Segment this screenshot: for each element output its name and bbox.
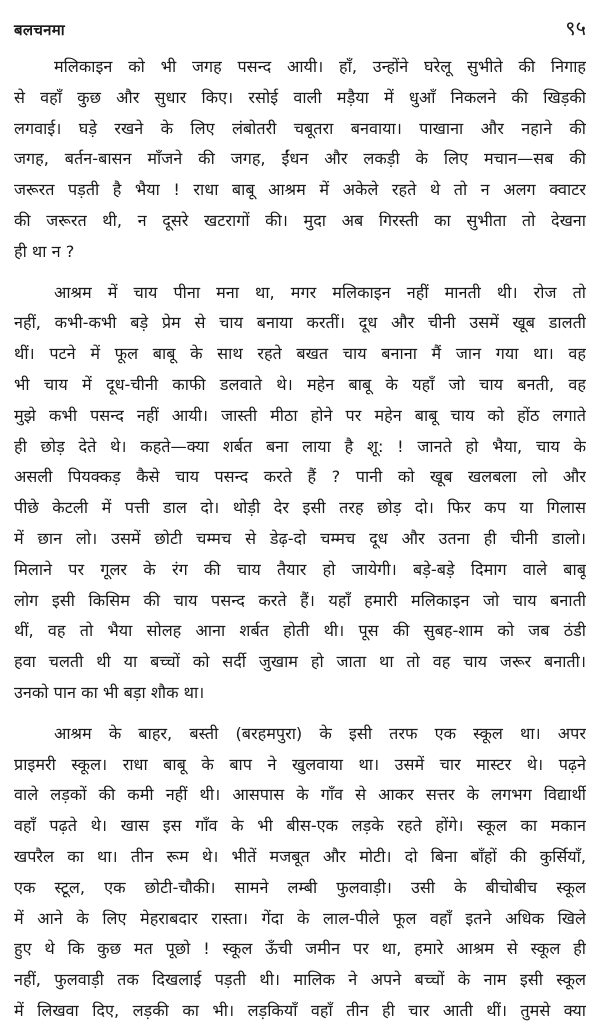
text-line: में लिखवा दिए, लड़की का भी। लड़कियाँ वहाँ तीन ही चार आती थीं। तुमसे क्या	[14, 1000, 586, 1020]
text-line: पीछे केटली में पत्ती डाल दो। थोड़ी देर इसी तरह छोड़ दो। फिर कप या गिलास	[14, 498, 586, 518]
text-line: में आने के लिए मेहराबदार रास्ता। गेंदा के लाल-पीले फूल वहाँ इतने अधिक खिले	[14, 908, 586, 928]
text-line: लगवाई। घड़े रखने के लिए लंबोतरी चबूतरा बनवाया। पाखाना और नहाने की	[14, 118, 586, 138]
text-line: वाले लड़कों की कमी नहीं थी। आसपास के गाँव से आकर सत्तर के लगभग विद्यार्थी	[14, 785, 586, 805]
text-line: असली पियक्कड़ कैसे चाय पसन्द करते हैं ? पानी को खूब खलबला लो और	[14, 467, 586, 487]
text-line: मलिकाइन को भी जगह पसन्द आयी। हाँ, उन्होंने घरेलू सुभीते की निगाह	[54, 57, 586, 76]
running-head: बलचनमा	[14, 21, 65, 39]
text-line: ही था न ?	[14, 241, 75, 261]
body-text	[14, 52, 586, 1027]
text-line: मुझे कभी पसन्द नहीं आयी। जास्ती मीठा होने पर महेन बाबू चाय को होंठ लगाते	[14, 405, 586, 425]
text-line: थीं, वह तो भैया सोलह आना शर्बत होती थी। पूस की सुबह-शाम को जब ठंडी	[14, 621, 586, 641]
text-line: से वहाँ कुछ और सुधार किए। रसोई वाली मड़ैया में धुआँ निकलने की खिड़की	[14, 87, 586, 107]
paragraph	[14, 719, 586, 1027]
text-line: मिलाने पर गूलर के रंग की चाय तैयार हो जायेगी। बड़े-बड़े दिमाग वाले बाबू	[14, 559, 586, 579]
text-line: उनको पान का भी बड़ा शौक था।	[14, 682, 205, 702]
text-line: नहीं, फुलवाड़ी तक दिखलाई पड़ती थी। मालिक ने अपने बच्चों के नाम इसी स्कूल	[14, 970, 586, 990]
text-line: थीं। पटने में फूल बाबू के साथ रहते बखत चाय बनाना मैं जान गया था। वह	[14, 344, 586, 364]
text-line: हवा चलती थी या बच्चों को सर्दी जुखाम हो जाता था तो वह चाय जरूर बनाती।	[14, 652, 586, 672]
text-line: जरूरत पड़ती है भैया ! राधा बाबू आश्रम में अकेले रहते थे तो न अलग क्वाटर	[14, 180, 586, 200]
text-line: वहाँ पढ़ते थे। खास इस गाँव के भी बीस-एक लड़के रहते होंगे। स्कूल का मकान	[14, 816, 586, 836]
text-line: आश्रम के बाहर, बस्ती (बरहमपुरा) के इसी तरफ एक स्कूल था। अपर	[54, 723, 586, 743]
text-line: ही छोड़ देते थे। कहते—क्या शर्बत बना लाया है शू: ! जानते हो भैया, चाय के	[14, 436, 586, 456]
paragraph	[14, 278, 586, 709]
text-line: लोग इसी किसिम की चाय पसन्द करते हैं। यहाँ हमारी मलिकाइन जो चाय बनाती	[14, 590, 586, 610]
paragraph	[14, 52, 586, 268]
text-line: हुए थे कि कुछ मत पूछो ! स्कूल ऊँची जमीन पर था, हमारे आश्रम से स्कूल ही	[14, 939, 586, 959]
text-line: प्राइमरी स्कूल। राधा बाबू के बाप ने खुलवाया था। उसमें चार मास्टर थे। पढ़ने	[14, 754, 586, 774]
text-line: खपरैल का था। तीन रूम थे। भीतें मजबूत और मोटी। दो बिना बाँहों की कुर्सियाँ,	[14, 846, 586, 866]
text-line: जगह, बर्तन-बासन माँजने की जगह, ईंधन और लकड़ी के लिए मचान—सब की	[14, 149, 586, 169]
page-number: ९५	[565, 16, 586, 40]
text-line: भी चाय में दूध-चीनी काफी डलवाते थे। महेन बाबू के यहाँ जो चाय बनती, वह	[14, 374, 586, 394]
text-line: की जरूरत थी, न दूसरे खटरागों की। मुदा अब गिरस्ती का सुभीता तो देखना	[14, 210, 586, 230]
text-line: एक स्टूल, एक छोटी-चौकी। सामने लम्बी फुलवाड़ी। उसी के बीचोबीच स्कूल	[14, 877, 586, 897]
text-line: में छान लो। उसमें छोटी चम्मच से डेढ़-दो चम्मच दूध और उतना ही चीनी डालो।	[14, 528, 586, 548]
text-line: आश्रम में चाय पीना मना था, मगर मलिकाइन नहीं मानती थी। रोज तो	[54, 282, 586, 302]
text-line: नहीं, कभी-कभी बड़े प्रेम से चाय बनाया करतीं। दूध और चीनी उसमें खूब डालती	[14, 313, 586, 333]
page-header	[14, 12, 586, 42]
